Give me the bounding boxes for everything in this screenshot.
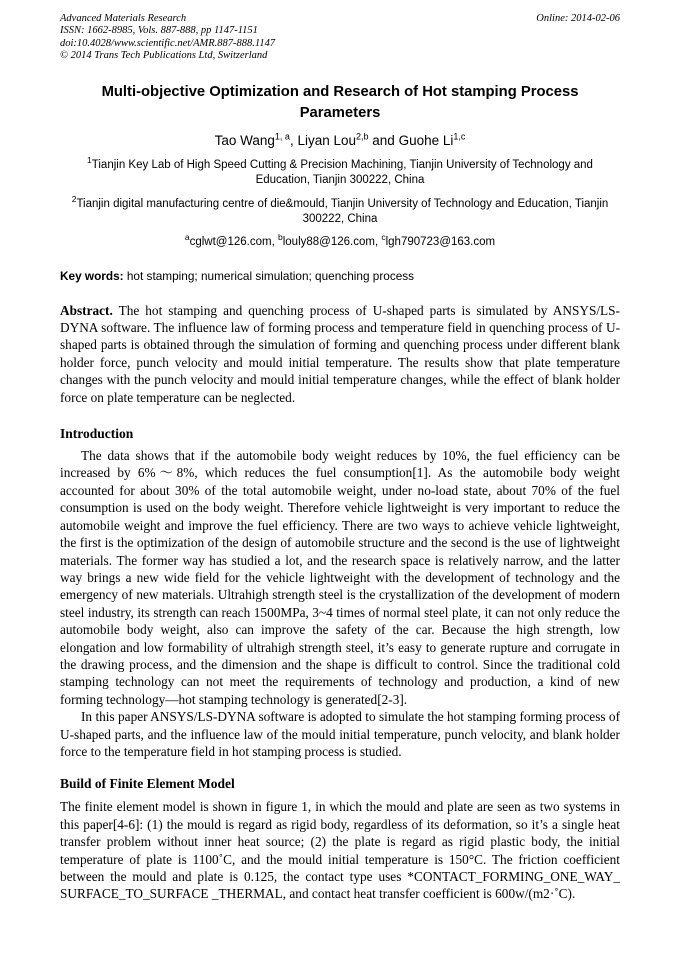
online-date: Online: 2014-02-06 xyxy=(536,13,620,24)
author-1-superscript: 1, a xyxy=(274,131,290,142)
affiliation-1-text: Tianjin Key Lab of High Speed Cutting & Precision Machining, Tianjin University of Technology and Education, Tianjin 300222, China xyxy=(91,158,593,186)
introduction-paragraph-1: The data shows that if the automobile body weight reduces by 10%, the fuel efficiency can be increased by 6%～8%, which reduces the fuel consumption[1]. As the automobile body weight accounted for about 30% of the total automobile weight, under no-load state, about 70% of the fuel consumption is used on the body weight. Therefore vehicle lightweight is very important to reduce the automobile weight and improve the fuel efficiency. There are two ways to achieve vehicle lightweight, the first is the optimization of the design of automobile structure and the second is the use of lightweight materials. The former way has studied a lot, and the research space is relatively narrow, and the latter way brings a new wide field for the vehicle lightweight with the development of technology and the emergency of new materials. Ultrahigh strength steel is the crystallization of the development of modern steel industry, its strength can reach 1500MPa, 3~4 times of normal steel plate, it can not only reduce the automobile body weight, also can improve the safety of the car. Because the high strength, low elongation and low formability of ultrahigh strength steel, it’s easy to generate rupture and corrugate in the drawing process, and the dimension and the shape is difficult to control. Since the traditional cold stamping technology can not meet the requirements of technology and production, a kind of new forming technology—hot stamping technology is generated[2-3]. xyxy=(60,448,620,707)
paper-title: Multi-objective Optimization and Research of Hot stamping Process Parameters xyxy=(101,83,579,121)
finite-element-model-paragraph-1: The finite element model is shown in figure 1, in which the mould and plate are seen as two systems in this paper[4-6]: (1) the mould is regard as rigid body, regardless of its deformation, so it’s a single heat transfer problem without inner heat source; (2) the plate is regard as rigid plastic body, the initial temperature of plate is 1100˚C, and the mould initial temperature is 150°C. The friction coefficient between the mould and plate is 0.125, the contact type uses *CONTACT_FORMING_ONE_WAY_ SURFACE_TO_SURFACE _THERMAL, and contact heat transfer coefficient is 600w/(m2·˚C). xyxy=(60,799,620,902)
email-a-address: cglwt@126.com, xyxy=(189,235,278,248)
affiliation-2-text: Tianjin digital manufacturing centre of die&mould, Tianjin University of Technology and Education, Tianjin 300222, China xyxy=(76,197,609,225)
email-c-address: lgh790723@163.com xyxy=(385,235,496,248)
author-separator-1: , xyxy=(289,132,298,148)
author-3-superscript: 1,c xyxy=(453,131,466,142)
abstract-text: The hot stamping and quenching process of U-shaped parts is simulated by ANSYS/LS-DYNA software. The influence law of forming process and temperature field in quenching process of U-shaped parts is obtained through the simulation of forming and quenching process under different blank holder force, punch velocity and mould initial temperature. The results show that plate temperature changes with the punch velocity and mould initial temperature changes, while the effect of blank holder force on plate temperature can be neglected. xyxy=(60,302,620,405)
affiliation-2-superscript: 2 xyxy=(71,193,77,204)
affiliation-1 xyxy=(60,154,620,188)
affiliation-1-superscript: 1 xyxy=(87,154,92,165)
email-a-superscript: a xyxy=(184,231,190,242)
introduction-paragraph-2: In this paper ANSYS/LS-DYNA software is adopted to simulate the hot stamping forming process of U-shaped parts, and the influence law of the mould initial temperature, punch velocity, and blank holder force to the temperature field in hot stamping process is studied. xyxy=(60,709,620,759)
doi-line: doi:10.4028/www.scientific.net/AMR.887-888.1147 xyxy=(60,37,276,49)
issn-line: ISSN: 1662-8985, Vols. 887-888, pp 1147-1151 xyxy=(60,25,258,37)
email-c-superscript: c xyxy=(381,231,386,242)
keywords-line xyxy=(60,269,620,284)
journal-header xyxy=(60,13,620,63)
journal-name: Advanced Materials Research xyxy=(60,13,187,24)
abstract-label: Abstract. xyxy=(60,302,113,318)
keywords-label: Key words: xyxy=(60,268,124,283)
author-2-superscript: 2,b xyxy=(356,131,369,142)
emails-line xyxy=(60,231,620,250)
author-3-name: Guohe Li xyxy=(398,132,454,148)
abstract-paragraph xyxy=(60,302,620,406)
author-separator-2: and xyxy=(368,132,399,148)
author-1-name: Tao Wang xyxy=(214,132,275,148)
author-2-name: Liyan Lou xyxy=(297,132,357,148)
section-heading-finite-element-model: Build of Finite Element Model xyxy=(60,776,235,792)
authors-line xyxy=(60,132,620,149)
journal-info-block xyxy=(60,13,275,63)
affiliation-2 xyxy=(60,193,620,227)
keywords-text: hot stamping; numerical simulation; quenching process xyxy=(126,268,415,283)
section-heading-introduction: Introduction xyxy=(60,426,134,442)
email-b-address: louly88@126.com, xyxy=(282,235,382,248)
email-b-superscript: b xyxy=(277,231,283,242)
copyright-line: © 2014 Trans Tech Publications Ltd, Switzerland xyxy=(60,50,268,62)
